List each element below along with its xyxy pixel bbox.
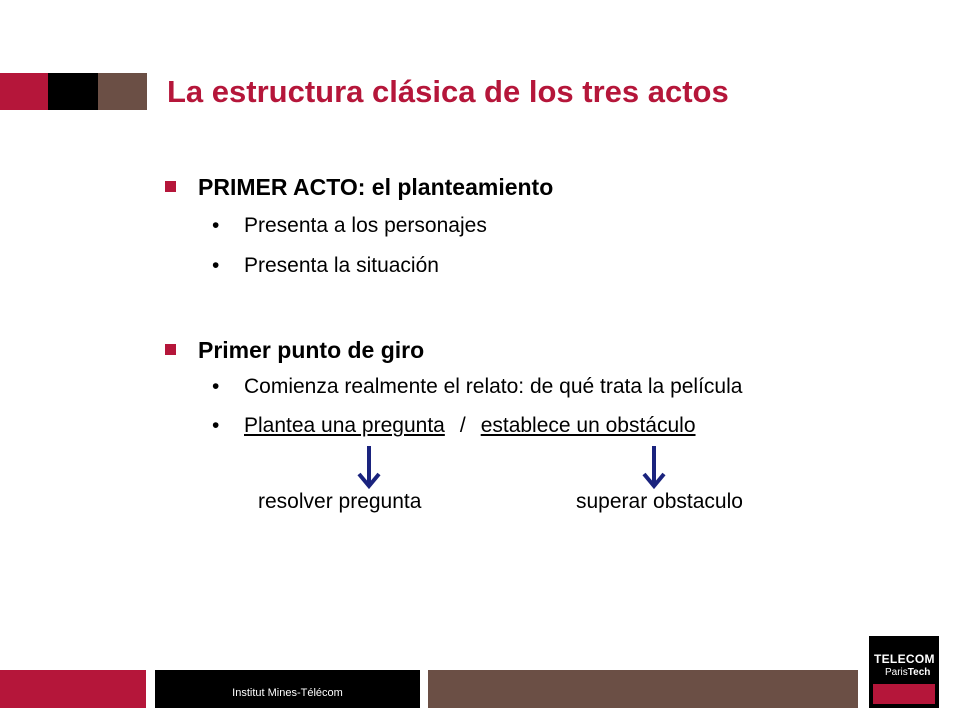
footer-red-bar [0, 670, 146, 708]
square-bullet-icon [165, 181, 176, 192]
telecom-paristech-logo [869, 636, 939, 708]
section-heading-punto-giro: Primer punto de giro [165, 337, 424, 364]
header-red-block [0, 73, 48, 110]
outcome-resolver-pregunta: resolver pregunta [258, 490, 422, 513]
bullet-item: • Comienza realmente el relato: de qué trata la película [212, 375, 743, 398]
bullet-item-split [212, 414, 696, 438]
footer-brown-bar [428, 670, 858, 708]
footer-institution: Institut Mines-Télécom [155, 670, 420, 708]
logo-line1: TELECOM [874, 652, 935, 666]
section-heading-primer-acto: PRIMER ACTO: el planteamiento [165, 174, 553, 201]
separator-text: / [459, 414, 466, 437]
bullet-item: • Presenta la situación [212, 254, 439, 277]
bullet-dot-icon: • [212, 414, 220, 437]
logo-emblem-icon [873, 684, 935, 704]
down-arrow-icon [641, 444, 667, 490]
establece-obstaculo-text: establece un obstáculo [480, 414, 696, 437]
bullet-dot-icon: • [212, 254, 220, 277]
bullet-dot-icon: • [212, 214, 220, 237]
slide-title: La estructura clásica de los tres actos [167, 74, 729, 109]
down-arrow-icon [356, 444, 382, 490]
header-black-block [48, 73, 98, 110]
logo-line2: ParisTech [885, 667, 931, 678]
square-bullet-icon [165, 344, 176, 355]
outcome-superar-obstaculo: superar obstaculo [576, 490, 743, 513]
bullet-dot-icon: • [212, 375, 220, 398]
bullet-item: • Presenta a los personajes [212, 214, 487, 237]
header-brown-block [98, 73, 147, 110]
plantea-pregunta-text: Plantea una pregunta [244, 414, 445, 437]
